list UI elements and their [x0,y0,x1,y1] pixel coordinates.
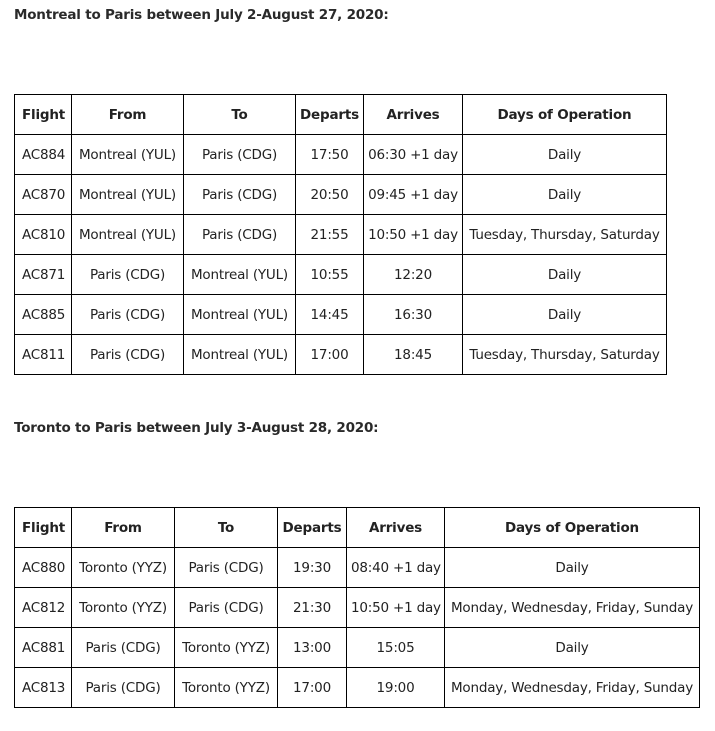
departs-cell: 10:55 [296,255,364,295]
flight-cell: AC871 [15,255,72,295]
days-cell: Monday, Wednesday, Friday, Sunday [445,668,700,708]
from-cell: Montreal (YUL) [72,135,184,175]
from-cell: Paris (CDG) [72,335,184,375]
to-cell: Paris (CDG) [184,175,296,215]
departs-cell: 19:30 [278,548,347,588]
column-header-departs: Departs [278,508,347,548]
days-cell: Daily [445,548,700,588]
flight-cell: AC810 [15,215,72,255]
table-row [15,335,667,375]
departs-cell: 20:50 [296,175,364,215]
from-cell: Paris (CDG) [72,255,184,295]
arrives-cell: 09:45 +1 day [364,175,463,215]
to-cell: Paris (CDG) [184,215,296,255]
column-header-from: From [72,95,184,135]
days-cell: Tuesday, Thursday, Saturday [463,335,667,375]
column-header-to: To [175,508,278,548]
from-cell: Paris (CDG) [72,628,175,668]
arrives-cell: 06:30 +1 day [364,135,463,175]
flight-cell: AC813 [15,668,72,708]
flight-cell: AC885 [15,295,72,335]
days-cell: Monday, Wednesday, Friday, Sunday [445,588,700,628]
to-cell: Paris (CDG) [175,548,278,588]
flight-cell: AC880 [15,548,72,588]
column-header-arrives: Arrives [364,95,463,135]
column-header-to: To [184,95,296,135]
table-row [15,135,667,175]
arrives-cell: 18:45 [364,335,463,375]
to-cell: Montreal (YUL) [184,335,296,375]
to-cell: Montreal (YUL) [184,255,296,295]
departs-cell: 17:00 [296,335,364,375]
table-row [15,548,700,588]
arrives-cell: 16:30 [364,295,463,335]
column-header-days: Days of Operation [463,95,667,135]
flight-cell: AC881 [15,628,72,668]
table-row [15,628,700,668]
montreal-schedule-heading: Montreal to Paris between July 2-August 27, 2020: [14,7,389,23]
arrives-cell: 12:20 [364,255,463,295]
departs-cell: 17:50 [296,135,364,175]
column-header-arrives: Arrives [347,508,445,548]
to-cell: Montreal (YUL) [184,295,296,335]
column-header-flight: Flight [15,95,72,135]
montreal-flight-table [14,94,667,375]
flight-cell: AC870 [15,175,72,215]
from-cell: Paris (CDG) [72,295,184,335]
to-cell: Toronto (YYZ) [175,668,278,708]
toronto-schedule-heading: Toronto to Paris between July 3-August 28, 2020: [14,420,379,436]
arrives-cell: 10:50 +1 day [364,215,463,255]
column-header-flight: Flight [15,508,72,548]
table-header-row [15,508,700,548]
table-row [15,215,667,255]
flight-cell: AC811 [15,335,72,375]
arrives-cell: 19:00 [347,668,445,708]
from-cell: Toronto (YYZ) [72,548,175,588]
to-cell: Paris (CDG) [175,588,278,628]
column-header-from: From [72,508,175,548]
arrives-cell: 15:05 [347,628,445,668]
days-cell: Daily [445,628,700,668]
table-row [15,668,700,708]
departs-cell: 21:30 [278,588,347,628]
arrives-cell: 08:40 +1 day [347,548,445,588]
from-cell: Toronto (YYZ) [72,588,175,628]
flight-cell: AC884 [15,135,72,175]
arrives-cell: 10:50 +1 day [347,588,445,628]
departs-cell: 21:55 [296,215,364,255]
toronto-flight-table [14,507,700,708]
days-cell: Daily [463,135,667,175]
column-header-days: Days of Operation [445,508,700,548]
to-cell: Paris (CDG) [184,135,296,175]
table-row [15,295,667,335]
from-cell: Montreal (YUL) [72,215,184,255]
table-row [15,175,667,215]
column-header-departs: Departs [296,95,364,135]
table-row [15,588,700,628]
departs-cell: 17:00 [278,668,347,708]
table-row [15,255,667,295]
days-cell: Daily [463,295,667,335]
departs-cell: 14:45 [296,295,364,335]
departs-cell: 13:00 [278,628,347,668]
to-cell: Toronto (YYZ) [175,628,278,668]
from-cell: Montreal (YUL) [72,175,184,215]
from-cell: Paris (CDG) [72,668,175,708]
days-cell: Tuesday, Thursday, Saturday [463,215,667,255]
days-cell: Daily [463,175,667,215]
table-header-row [15,95,667,135]
flight-cell: AC812 [15,588,72,628]
days-cell: Daily [463,255,667,295]
